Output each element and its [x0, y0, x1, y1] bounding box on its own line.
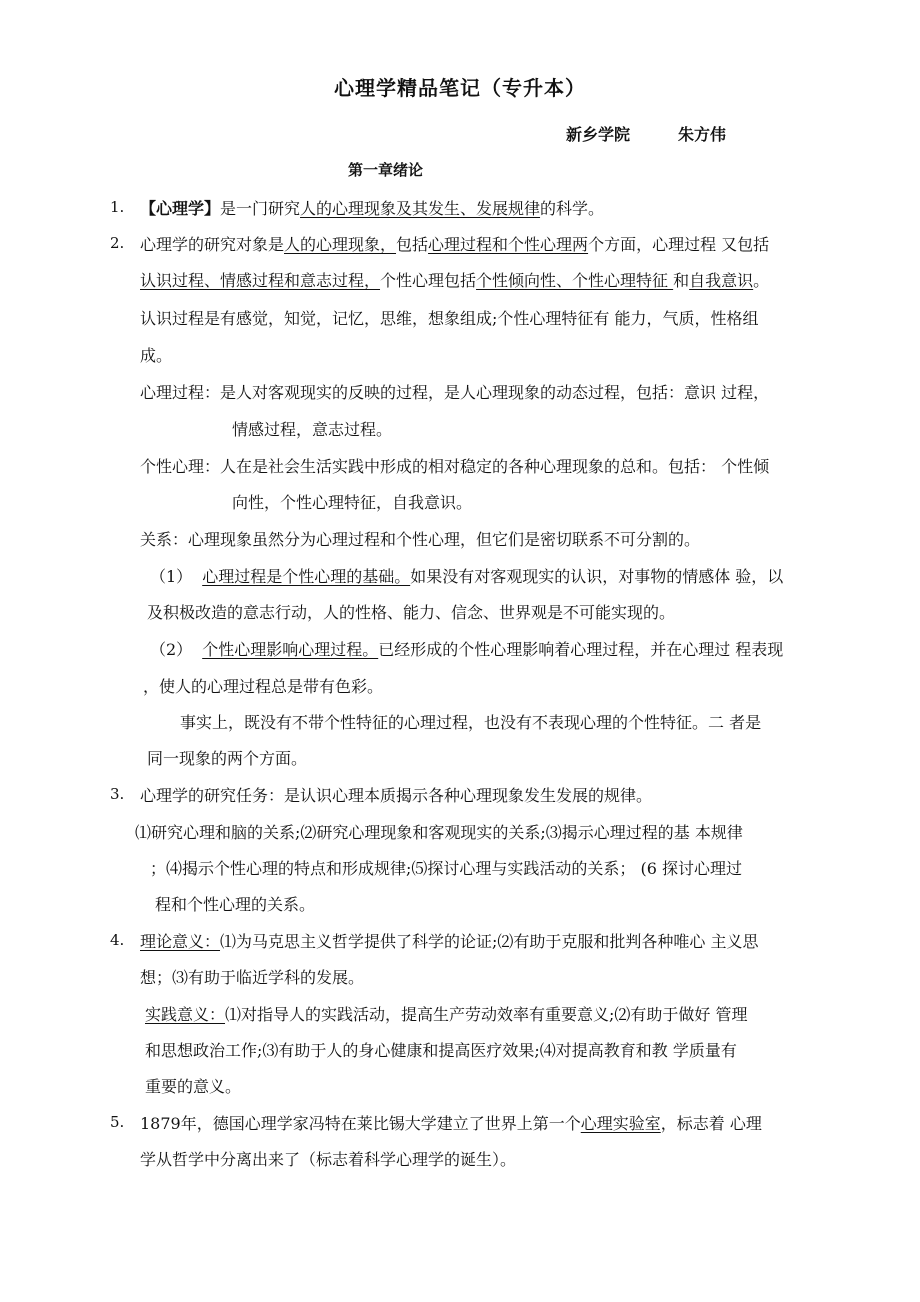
text-span: ⑴对指导人的实践活动，提高生产劳动效率有重要意义;⑵有助于做好 管理 — [225, 1005, 748, 1024]
item-number: 2. — [110, 234, 125, 252]
paragraph-line: 及积极改造的意志行动，人的性格、能力、信念、世界观是不可能实现的。 — [147, 603, 676, 622]
paragraph-line — [145, 1002, 748, 1025]
text-span: （2） — [150, 640, 193, 659]
paragraph-line — [140, 1111, 762, 1134]
paragraph-line — [140, 268, 769, 291]
paragraph-line — [150, 637, 783, 660]
paragraph-line: 认识过程是有感觉，知觉，记忆，思维，想象组成;个性心理特征有 能力，气质，性格组 — [140, 309, 759, 328]
text-span: 已经形成的个性心理影响着心理过程，并在心理过 程表现 — [378, 640, 784, 659]
underlined-text: 理论意义： — [140, 932, 221, 951]
underlined-text: 个性倾向性、个性心理特征 — [476, 271, 674, 290]
paragraph-line — [140, 929, 759, 952]
paragraph-line: 心理学的研究任务：是认识心理本质揭示各种心理现象发生发展的规律。 — [140, 786, 653, 805]
underlined-text: 心理过程和个性心理两 — [428, 235, 589, 254]
paragraph-line: 心理过程：是人对客观现实的反映的过程，是人心理现象的动态过程，包括：意识 过程， — [140, 383, 770, 402]
chapter-heading: 第一章绪论 — [348, 161, 424, 179]
underlined-text: 人的心理现象及其发生、发展规律 — [300, 199, 541, 218]
paragraph-line: ⑴研究心理和脑的关系;⑵研究心理现象和客观现实的关系;⑶揭示心理过程的基 本规律 — [135, 823, 743, 842]
paragraph-line: 个性心理：人在是社会生活实践中形成的相对稳定的各种心理现象的总和。包括： 个性倾 — [140, 457, 770, 476]
text-span: 个性心理包括 — [380, 271, 477, 290]
item-number: 4. — [110, 931, 125, 949]
underlined-text: 实践意义： — [145, 1005, 226, 1024]
paragraph-line: 学从哲学中分离出来了（标志着科学心理学的诞生）。 — [140, 1150, 517, 1169]
page-title: 心理学精品笔记（专升本） — [334, 76, 586, 100]
term-bold: 【心理学】 — [140, 199, 221, 218]
item-number: 5. — [110, 1113, 125, 1131]
text-span: 是一门研究 — [220, 199, 301, 218]
text-span: ，标志着 心理 — [660, 1114, 762, 1133]
paragraph-line — [140, 232, 769, 255]
text-span: 1879年，德国心理学家冯特在莱比锡大学建立了世界上第一个 — [140, 1114, 581, 1133]
paragraph-line: 成。 — [140, 346, 173, 365]
text-span: ⑴为马克思主义哲学提供了科学的论证;⑵有助于克服和批判各种唯心 主义思 — [220, 932, 759, 951]
paragraph-line: 向性，个性心理特征，自我意识。 — [232, 493, 473, 512]
text-span: 个方面，心理过程 又包括 — [588, 235, 770, 254]
underlined-text: 心理过程是个性心理的基础。 — [202, 567, 411, 586]
text-span: 心理学的研究对象是 — [140, 235, 285, 254]
paragraph-line: ；⑷揭示个性心理的特点和形成规律;⑸探讨心理与实践活动的关系； (6 探讨心理过 — [150, 859, 742, 878]
text-span: 和 — [673, 271, 690, 290]
paragraph-line: 同一现象的两个方面。 — [147, 749, 308, 768]
text-span: （1） — [150, 567, 193, 586]
paragraph-line: 事实上，既没有不带个性特征的心理过程，也没有不表现心理的个性特征。二 者是 — [180, 713, 762, 732]
underlined-text: 认识过程、情感过程和意志过程， — [140, 271, 381, 290]
paragraph-line: 重要的意义。 — [145, 1077, 242, 1096]
item-number: 3. — [110, 785, 125, 803]
paragraph-line: ，使人的心理过程总是带有色彩。 — [143, 677, 384, 696]
paragraph-line: 想；⑶有助于临近学科的发展。 — [140, 968, 365, 987]
author-name: 朱方伟 — [678, 125, 727, 144]
paragraph-line — [140, 196, 604, 219]
underlined-text: 自我意识 — [689, 271, 754, 290]
school-name: 新乡学院 — [566, 125, 631, 144]
paragraph-line — [150, 564, 783, 587]
underlined-text: 人的心理现象， — [284, 235, 397, 254]
text-span: 。 — [753, 271, 770, 290]
underlined-text: 个性心理影响心理过程。 — [202, 640, 379, 659]
paragraph-line: 程和个性心理的关系。 — [155, 895, 316, 914]
author-line — [566, 122, 726, 145]
text-span: 如果没有对客观现实的认识，对事物的情感体 验，以 — [410, 567, 784, 586]
underlined-text: 心理实验室 — [580, 1114, 661, 1133]
text-span: 的科学。 — [540, 199, 605, 218]
paragraph-line: 情感过程，意志过程。 — [232, 420, 393, 439]
text-span: 包括 — [396, 235, 429, 254]
item-number: 1. — [110, 198, 125, 216]
paragraph-line: 和思想政治工作;⑶有助于人的身心健康和提高医疗效果;⑷对提高教育和教 学质量有 — [145, 1041, 737, 1060]
paragraph-line: 关系：心理现象虽然分为心理过程和个性心理，但它们是密切联系不可分割的。 — [140, 530, 701, 549]
